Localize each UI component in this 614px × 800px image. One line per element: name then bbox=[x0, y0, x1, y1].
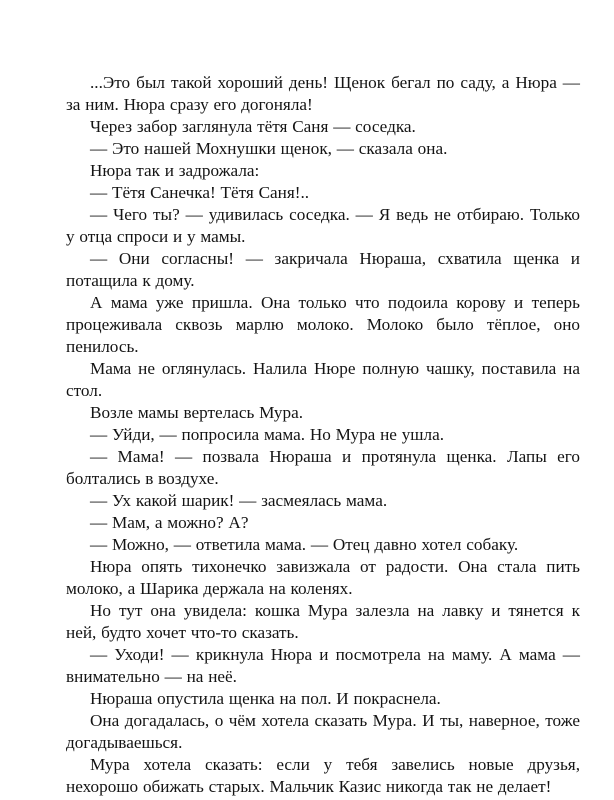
paragraph: — Ух какой шарик! — засмеялась мама. bbox=[90, 491, 388, 510]
paragraph: — Уходи! — крикнула Нюра и посмотрела на маму. А мама — внимательно — на неё. bbox=[66, 645, 580, 686]
paragraph: Нюраша опустила щенка на пол. И покраснела. bbox=[90, 689, 441, 708]
paragraph: Через забор заглянула тётя Саня — соседка. bbox=[90, 117, 416, 136]
paragraph: — Мам, а можно? А? bbox=[90, 513, 249, 532]
paragraph: Нюра так и задрожала: bbox=[90, 161, 260, 180]
paragraph: — Можно, — ответила мама. — Отец давно хотел собаку. bbox=[90, 535, 519, 554]
paragraph: Возле мамы вертелась Мура. bbox=[90, 403, 304, 422]
paragraph: — Мама! — позвала Нюраша и протянула щенка. Лапы его болтались в воздухе. bbox=[66, 447, 580, 488]
paragraph: Мура хотела сказать: если у тебя завелись новые друзья, нехорошо обижать старых. Мальчик Казис никогда так не делает! bbox=[66, 755, 580, 796]
paragraph: Мама не оглянулась. Налила Нюре полную чашку, поставила на стол. bbox=[66, 359, 580, 400]
paragraph: А мама уже пришла. Она только что подоила корову и теперь процеживала сквозь марлю молоко. Молоко было тёплое, оно пенилось. bbox=[66, 293, 580, 356]
paragraph: — Они согласны! — закричала Нюраша, схватила щенка и потащила к дому. bbox=[66, 249, 580, 290]
paragraph: — Это нашей Мохнушки щенок, — сказала она. bbox=[90, 139, 448, 158]
paragraph: — Уйди, — попросила мама. Но Мура не ушла. bbox=[90, 425, 445, 444]
paragraph: — Тётя Санечка! Тётя Саня!.. bbox=[90, 183, 310, 202]
paragraph: Она догадалась, о чём хотела сказать Мура. И ты, наверное, тоже догадываешься. bbox=[66, 711, 580, 752]
paragraph: ...Это был такой хороший день! Щенок бегал по саду, а Нюра — за ним. Нюра сразу его догоняла! bbox=[66, 73, 580, 114]
book-page-text bbox=[66, 72, 580, 798]
paragraph: — Чего ты? — удивилась соседка. — Я ведь не отбираю. Только у отца спроси и у мамы. bbox=[66, 205, 580, 246]
paragraph: Нюра опять тихонечко завизжала от радости. Она стала пить молоко, а Шарика держала на коленях. bbox=[66, 557, 580, 598]
paragraph: Но тут она увидела: кошка Мура залезла на лавку и тянется к ней, будто хочет что-то сказать. bbox=[66, 601, 580, 642]
